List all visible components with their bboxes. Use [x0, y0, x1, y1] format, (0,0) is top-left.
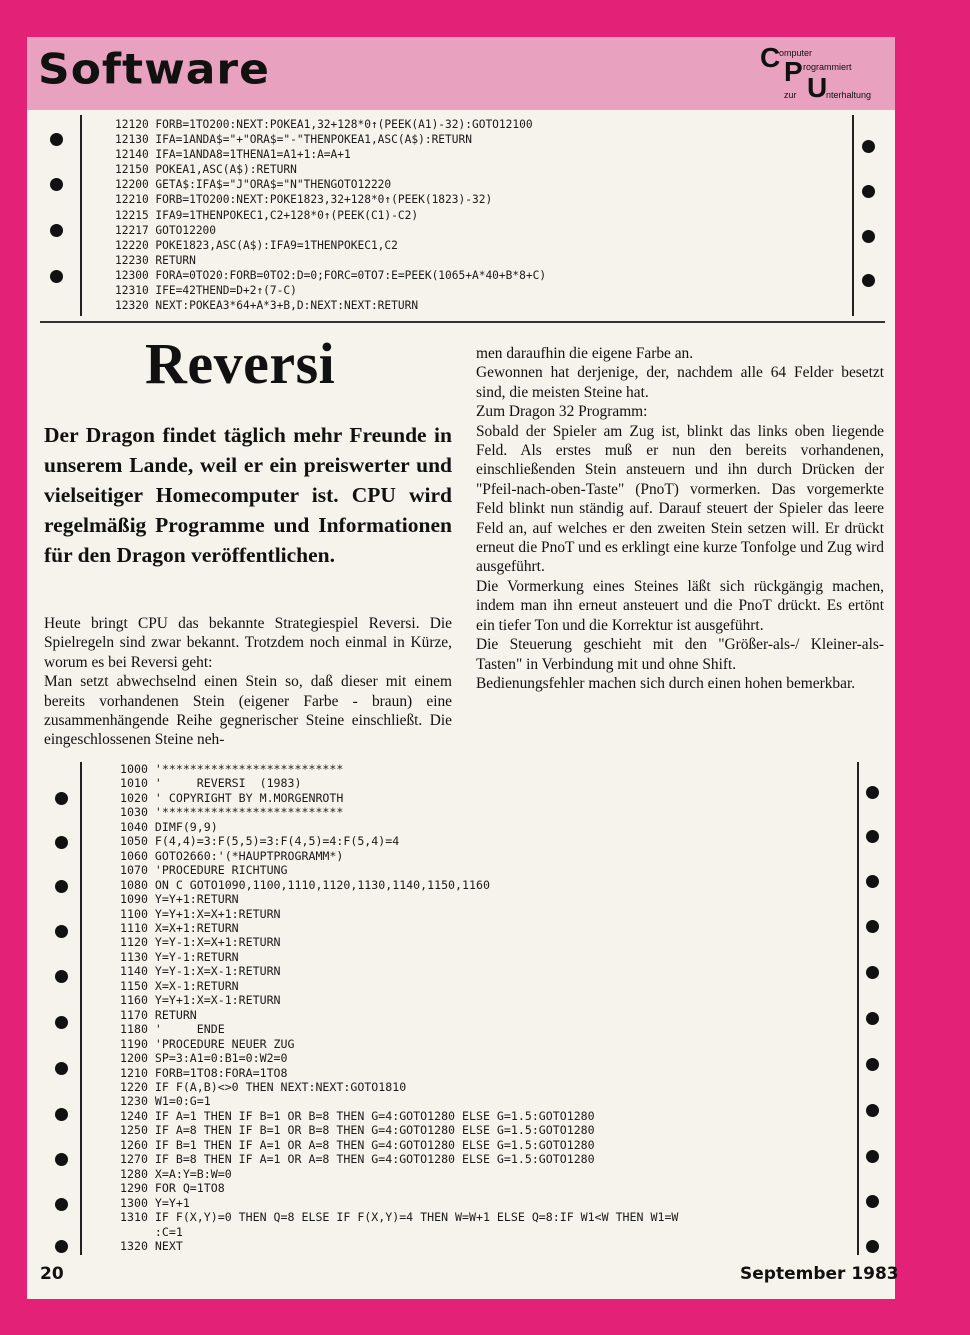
- code-line: 1070 'PROCEDURE RICHTUNG: [120, 863, 288, 878]
- punch-hole: [55, 880, 68, 893]
- code-line: 1280 X=A:Y=B:W=0: [120, 1166, 232, 1181]
- code-line: 1200 SP=3:A1=0:B1=0:W2=0: [120, 1051, 288, 1066]
- code-line: 1300 Y=Y+1: [120, 1195, 190, 1210]
- code-line: 1230 W1=0:G=1: [120, 1094, 211, 1109]
- code-line: 12300 FORA=0TO20:FORB=0TO2:D=0;FORC=0TO7:E=PEEK(1065+A*40+B*8+C): [115, 268, 547, 282]
- punch-hole: [862, 230, 875, 243]
- punch-hole: [862, 140, 875, 153]
- logo-letter-p: P: [784, 56, 803, 87]
- article-body-left: [44, 614, 452, 750]
- punch-hole: [55, 1016, 68, 1029]
- code-line: 12140 IFA=1ANDA8=1THENA1=A1+1:A=A+1: [115, 148, 351, 162]
- logo-letter-u: U: [807, 72, 828, 103]
- punch-hole: [50, 270, 63, 283]
- section-title: Software: [38, 45, 270, 94]
- code-line: 1010 ' REVERSI (1983): [120, 776, 302, 791]
- code-line: 1220 IF F(A,B)<>0 THEN NEXT:NEXT:GOTO1810: [120, 1079, 407, 1094]
- page-number: 20: [40, 1264, 64, 1284]
- code-line: 12130 IFA=1ANDA$="+"ORA$="-"THENPOKEA1,ASC(A$):RETURN: [115, 133, 472, 147]
- code-line: 12230 RETURN: [115, 253, 196, 267]
- punch-hole: [866, 1104, 879, 1117]
- cpu-logo: [760, 42, 890, 104]
- code-line: 1150 X=X-1:RETURN: [120, 978, 239, 993]
- article-title: Reversi: [145, 331, 336, 396]
- logo-word-programmiert: rogrammiert: [803, 62, 852, 72]
- code-line: 1290 FOR Q=1TO8: [120, 1181, 225, 1196]
- code-line: 1090 Y=Y+1:RETURN: [120, 892, 239, 907]
- punch-hole: [866, 875, 879, 888]
- code-line: 1120 Y=Y-1:X=X+1:RETURN: [120, 935, 281, 950]
- code-line: 1110 X=X+1:RETURN: [120, 920, 239, 935]
- code-line: 12120 FORB=1TO200:NEXT:POKEA1,32+128*0↑(PEEK(A1)-32):GOTO12100: [115, 118, 533, 131]
- code-line: 12220 POKE1823,ASC(A$):IFA9=1THENPOKEC1,C2: [115, 238, 398, 252]
- punch-hole: [866, 1012, 879, 1025]
- punch-hole: [866, 920, 879, 933]
- punch-hole: [55, 970, 68, 983]
- code-line: 1270 IF B=8 THEN IF A=1 OR A=8 THEN G=4:GOTO1280 ELSE G=1.5:GOTO1280: [120, 1152, 595, 1167]
- punch-hole: [866, 966, 879, 979]
- code-line: 12210 FORB=1TO200:NEXT:POKE1823,32+128*0↑(PEEK(1823)-32): [115, 193, 493, 207]
- punch-hole: [55, 925, 68, 938]
- punch-hole: [55, 836, 68, 849]
- code-line: :C=1: [120, 1224, 183, 1239]
- code-line: 1210 FORB=1TO8:FORA=1TO8: [120, 1065, 288, 1080]
- code-line: 1080 ON C GOTO1090,1100,1110,1120,1130,1140,1150,1160: [120, 877, 490, 892]
- top-code-listing: [115, 117, 546, 313]
- code-line: 1180 ' ENDE: [120, 1022, 225, 1037]
- code-line: 1040 DIMF(9,9): [120, 819, 218, 834]
- issue-date: September 1983: [740, 1264, 899, 1284]
- punch-hole: [55, 1108, 68, 1121]
- body-paragraph: Gewonnen hat derjenige, der, nachdem alle 64 Felder besetzt sind, die meisten Steine hat.: [476, 364, 884, 401]
- body-paragraph: Man setzt abwechselnd einen Stein so, daß dieser mit einem bereits vorhandenen Stein (eigener Farbe - braun) eine zusammenhängende Reihe gegnerischer Steine einschließt. Die eingeschlossenen Steine neh-: [44, 673, 452, 749]
- code-line: 1140 Y=Y-1:X=X-1:RETURN: [120, 964, 281, 979]
- body-paragraph: Die Steuerung geschieht mit den "Größer-als-/ Kleiner-als-Tasten" in Verbindung mit und ohne Shift.: [476, 636, 884, 673]
- bottom-code-listing: [120, 762, 678, 1253]
- body-paragraph: men daraufhin die eigene Farbe an.: [476, 345, 694, 362]
- code-line: 1240 IF A=1 THEN IF B=1 OR B=8 THEN G=4:GOTO1280 ELSE G=1.5:GOTO1280: [120, 1108, 595, 1123]
- code-line: 1190 'PROCEDURE NEUER ZUG: [120, 1036, 295, 1051]
- punch-hole: [866, 1195, 879, 1208]
- code-line: 12217 GOTO12200: [115, 223, 217, 237]
- code-line: 12200 GETA$:IFA$="J"ORA$="N"THENGOTO12220: [115, 178, 392, 192]
- code-line: 1250 IF A=8 THEN IF B=1 OR B=8 THEN G=4:GOTO1280 ELSE G=1.5:GOTO1280: [120, 1123, 595, 1138]
- code-line: 12310 IFE=42THEND=D+2↑(7-C): [115, 284, 297, 298]
- code-line: 1320 NEXT: [120, 1238, 183, 1253]
- punch-hole: [55, 1198, 68, 1211]
- code-line: 1030 '**************************: [120, 805, 344, 820]
- punch-hole: [55, 1153, 68, 1166]
- punch-hole: [55, 792, 68, 805]
- logo-word-unterhaltung: nterhaltung: [826, 90, 872, 100]
- article-lead: Der Dragon findet täglich mehr Freunde in unserem Lande, weil er ein preiswerter und vielseitiger Homecomputer ist. CPU wird regelmäßig Programme und Informationen für den Dragon veröffentlichen.: [44, 423, 452, 567]
- body-paragraph: Bedienungsfehler machen sich durch einen hohen bemerkbar.: [476, 674, 856, 692]
- punch-hole: [862, 274, 875, 287]
- punch-hole: [55, 1240, 68, 1253]
- code-line: 1310 IF F(X,Y)=0 THEN Q=8 ELSE IF F(X,Y)=4 THEN W=W+1 ELSE Q=8:IF W1<W THEN W1=W: [120, 1210, 679, 1225]
- code-line: 1100 Y=Y+1:X=X+1:RETURN: [120, 906, 281, 921]
- logo-letter-c: C: [760, 42, 781, 73]
- punch-hole: [866, 1240, 879, 1253]
- code-line: 1020 ' COPYRIGHT BY M.MORGENROTH: [120, 790, 344, 805]
- punch-hole: [50, 133, 63, 146]
- body-paragraph: Zum Dragon 32 Programm:: [476, 403, 648, 421]
- article-body-right: [476, 344, 884, 693]
- punch-hole: [50, 178, 63, 191]
- code-line: 1060 GOTO2660:'(*HAUPTPROGRAMM*): [120, 848, 344, 863]
- code-line: 12215 IFA9=1THENPOKEC1,C2+128*0↑(PEEK(C1)-C2): [115, 208, 419, 222]
- body-paragraph: Heute bringt CPU das bekannte Strategiespiel Reversi. Die Spielregeln sind zwar bekannt. Trotzdem noch einmal in Kürze, worum es bei Reversi geht:: [44, 615, 452, 671]
- punch-hole: [866, 830, 879, 843]
- divider-rule: [40, 321, 885, 323]
- punch-hole: [866, 1150, 879, 1163]
- code-line: 1160 Y=Y+1:X=X-1:RETURN: [120, 993, 281, 1008]
- punch-hole: [866, 786, 879, 799]
- logo-word-zur: zur: [784, 90, 797, 100]
- code-line: 1050 F(4,4)=3:F(5,5)=3:F(4,5)=4:F(5,4)=4: [120, 834, 400, 849]
- punch-hole: [866, 1058, 879, 1071]
- body-paragraph: Sobald der Spieler am Zug ist, blinkt das links oben liegende Feld. Als erstes muß er nun den bereits vorhandenen, einschließenden Stein ansteuern und ihn durch Drücken der "Pfeil-nach-oben-Taste" (PnoT) vormerken. Das vorgemerkte Feld blinkt nun ständig auf. Darauf steuert der Spieler das leere Feld an, auf welches er den zweiten Stein setzen will. Er drückt erneut die PnoT und es erklingt eine kurze Tonfolge und Zug wird ausgeführt.: [476, 422, 884, 576]
- code-line: 1170 RETURN: [120, 1007, 197, 1022]
- logo-word-computer: omputer: [779, 48, 813, 58]
- punch-hole: [50, 224, 63, 237]
- code-line: 1130 Y=Y-1:RETURN: [120, 949, 239, 964]
- code-line: 1260 IF B=1 THEN IF A=1 OR A=8 THEN G=4:GOTO1280 ELSE G=1.5:GOTO1280: [120, 1137, 595, 1152]
- code-line: 1000 '**************************: [120, 762, 344, 776]
- punch-hole: [55, 1062, 68, 1075]
- punch-hole: [862, 185, 875, 198]
- body-paragraph: Die Vormerkung eines Steines läßt sich rückgängig machen, indem man ihn erneut ansteuert und die PnoT drückt. Es ertönt ein tiefer Ton und die Korrektur ist ausgeführt.: [476, 577, 884, 634]
- code-line: 12150 POKEA1,ASC(A$):RETURN: [115, 163, 297, 177]
- code-line: 12320 NEXT:POKEA3*64+A*3+B,D:NEXT:NEXT:RETURN: [115, 299, 419, 313]
